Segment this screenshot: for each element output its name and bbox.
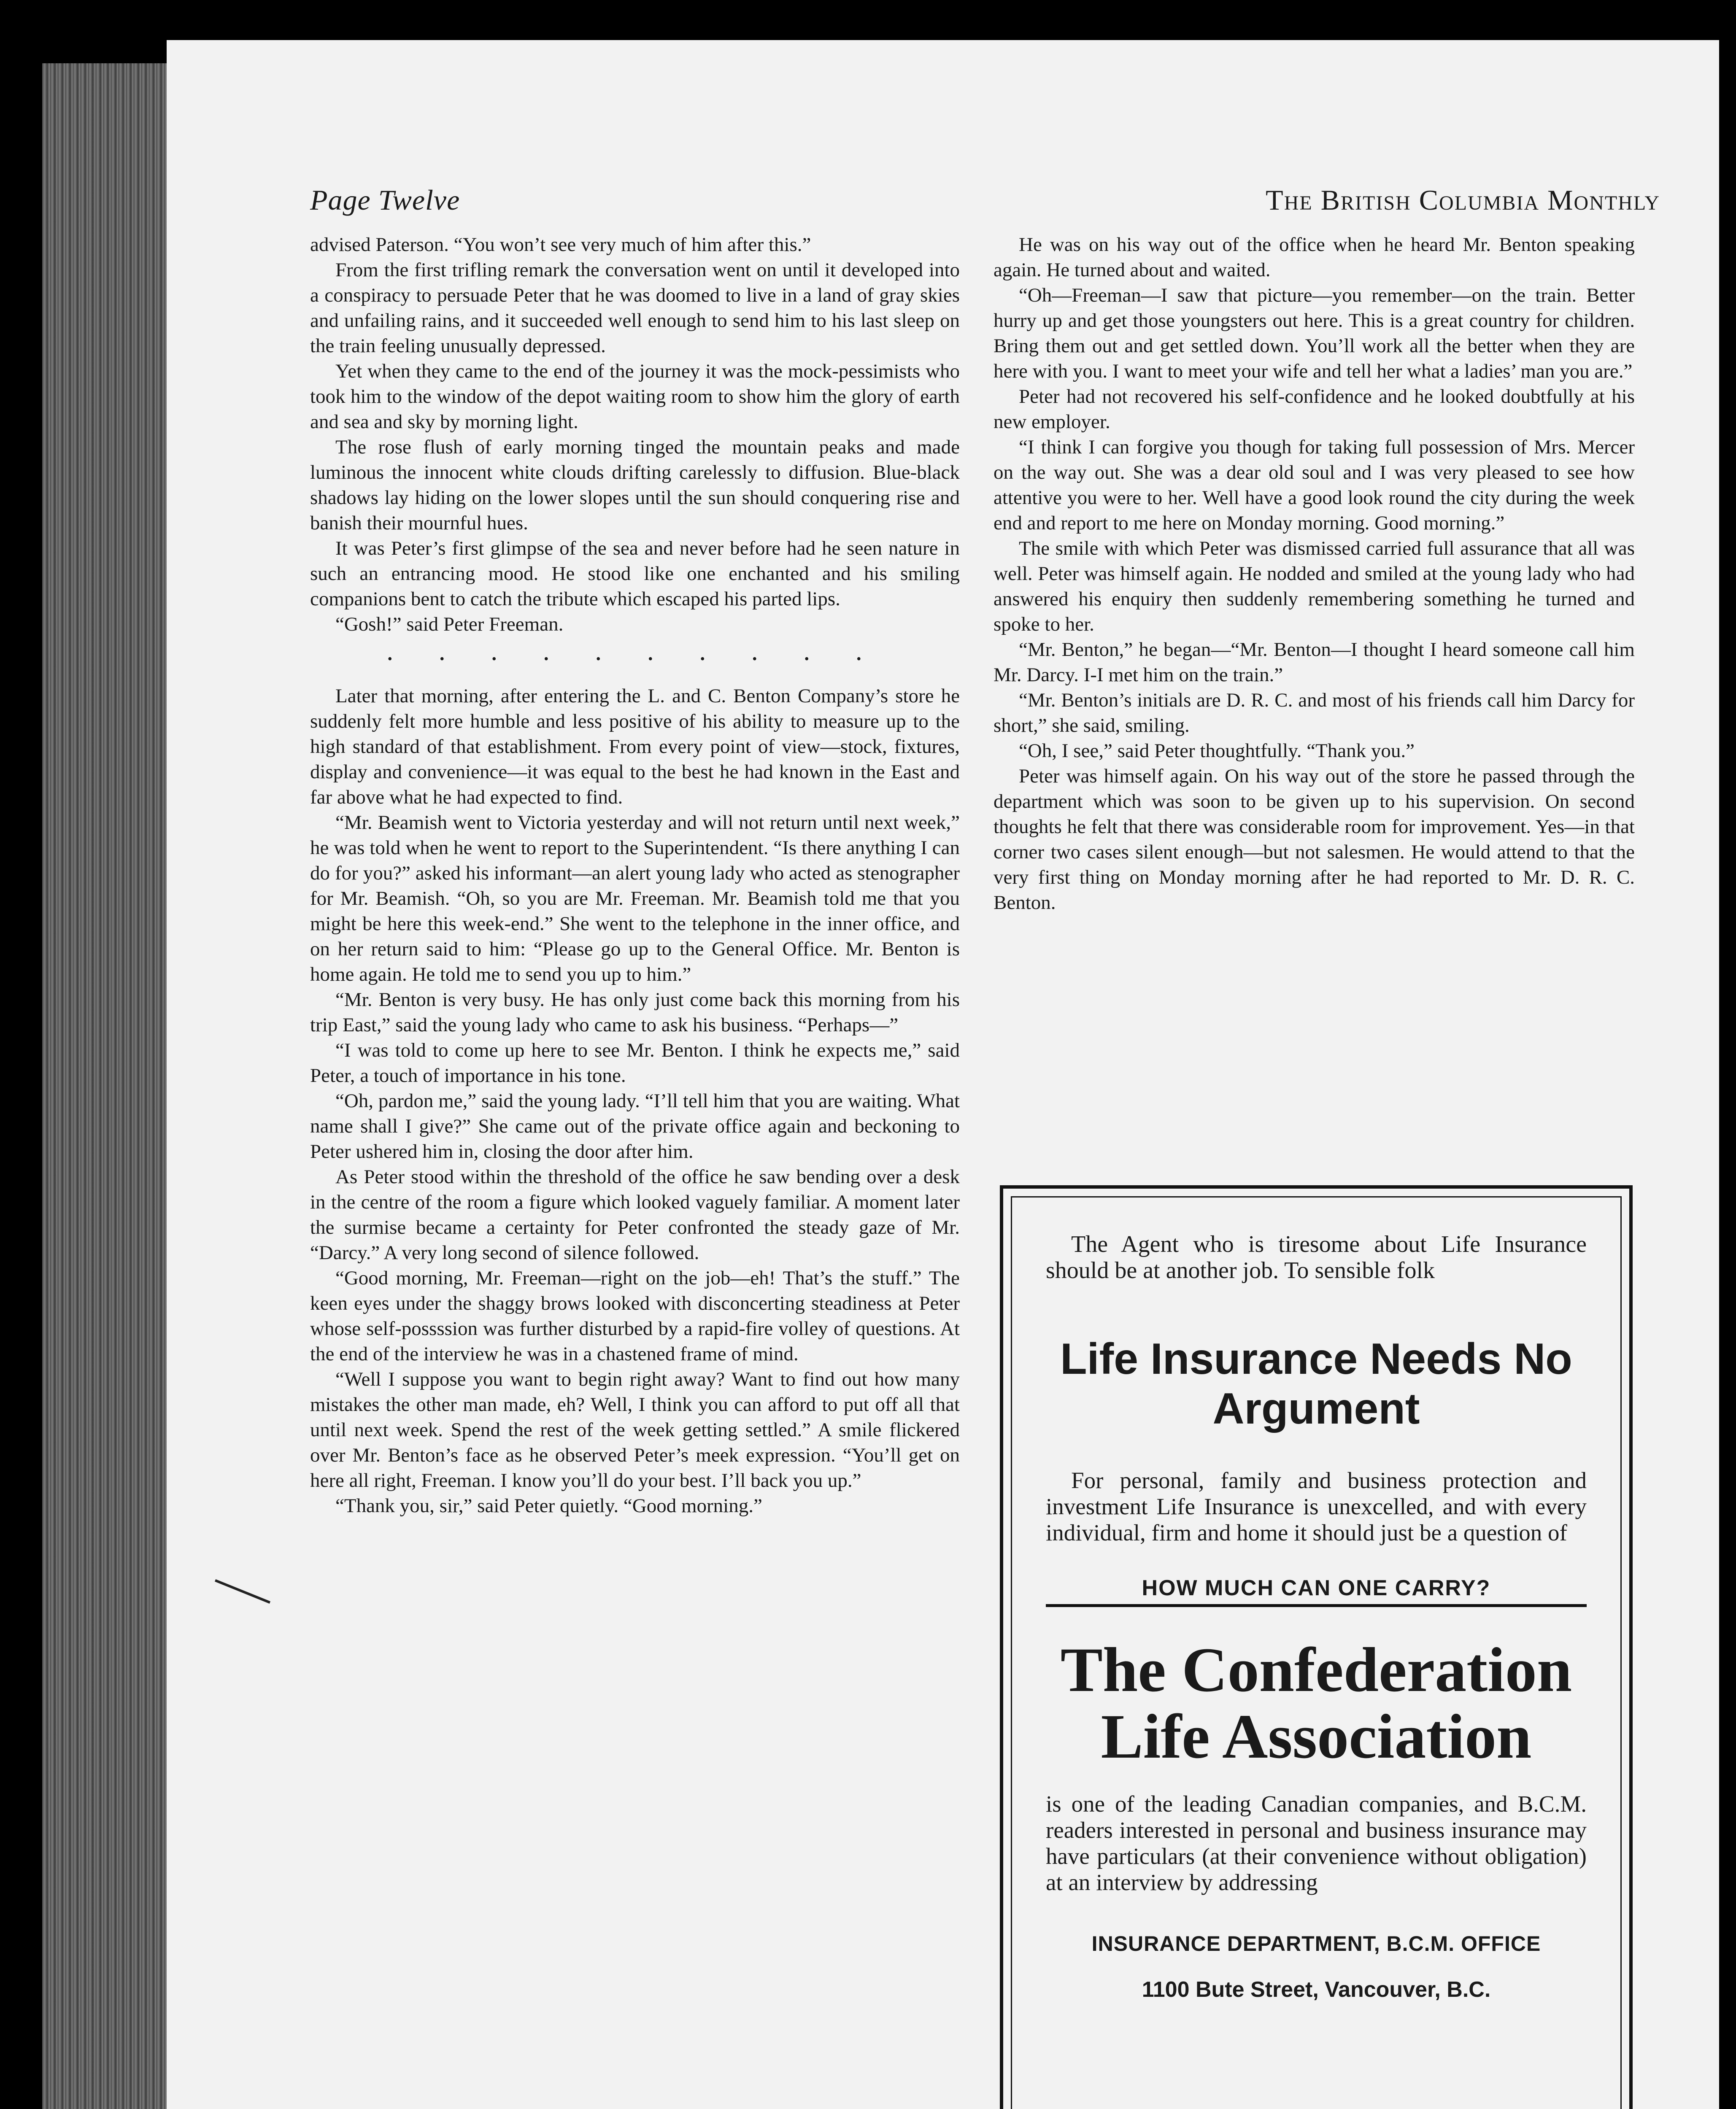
ad-headline: Life Insurance Needs No Argument bbox=[1060, 1335, 1572, 1433]
ad-inner-frame bbox=[1011, 1196, 1622, 2109]
page-number-label: Page Twelve bbox=[310, 184, 460, 216]
paragraph: advised Paterson. “You won’t see very much of him after this.” bbox=[310, 234, 811, 256]
publication-title: The British Columbia Monthly bbox=[1266, 184, 1660, 216]
paragraph: Later that morning, after entering the L. and C. Benton Company’s store he suddenly felt more humble and less positive of his ability to measure up to the high standard of that establishment. From every point of view—stock, fixtures, display and convenience—it was equal to the best he had known in the East and far above what he had expected to find. bbox=[310, 685, 960, 808]
ad-call-to-action: HOW MUCH CAN ONE CARRY? bbox=[1046, 1575, 1587, 1607]
ad-address: 1100 Bute Street, Vancouver, B.C. bbox=[1142, 1977, 1491, 2002]
paragraph: “Oh, pardon me,” said the young lady. “I’ll tell him that you are waiting. What name shall I give?” She came out of the private office again and beckoning to Peter ushered him in, closing the door after him. bbox=[310, 1090, 960, 1162]
paragraph: The rose flush of early morning tinged the mountain peaks and made luminous the innocent white clouds drifting carelessly to diffusion. Blue-black shadows lay hiding on the lower slopes until the sun should conquering rise and banish their mournful hues. bbox=[310, 436, 960, 534]
ad-body: For personal, family and business protection and investment Life Insurance is unexcelled, and with every individual, firm and home it should just be a question of bbox=[1046, 1467, 1587, 1545]
paragraph: As Peter stood within the threshold of the office he saw bending over a desk in the centre of the room a figure which looked vaguely familiar. A moment later the surmise became a certainty for Peter confronted the steady gaze of Mr. “Darcy.” A very long second of silence followed. bbox=[310, 1166, 960, 1264]
paragraph: Peter had not recovered his self-confidence and he looked doubtfully at his new employer. bbox=[994, 386, 1635, 433]
paragraph: “Mr. Benton is very busy. He has only just come back this morning from his trip East,” said the young lady who came to ask his business. “Perhaps—” bbox=[310, 989, 960, 1036]
paragraph: “I was told to come up here to see Mr. Benton. I think he expects me,” said Peter, a touch of importance in his tone. bbox=[310, 1039, 960, 1087]
insurance-advertisement bbox=[1000, 1185, 1633, 2109]
left-column bbox=[310, 232, 960, 1518]
paragraph: “Oh, I see,” said Peter thoughtfully. “Thank you.” bbox=[1019, 740, 1415, 762]
paragraph: From the first trifling remark the conversation went on until it developed into a conspiracy to persuade Peter that he was doomed to live in a land of gray skies and unfailing rains, and it succeeded well enough to send him to his last sleep on the train feeling unusually depressed. bbox=[310, 259, 960, 357]
paragraph: “Well I suppose you want to begin right away? Want to find out how many mistakes the other man made, eh? Well, I think you can afford to put off all that until next week. Spend the rest of the week getting settled.” A smile flickered over Mr. Benton’s face as he observed Peter’s meek expression. “You’ll get on here all right, Freeman. I know you’ll do your best. I’ll back you up.” bbox=[310, 1368, 960, 1491]
paragraph: Yet when they came to the end of the journey it was the mock-pessimists who took him to the window of the depot waiting room to show him the glory of earth and sea and sky by morning light. bbox=[310, 360, 960, 433]
paragraph: “Mr. Benton,” he began—“Mr. Benton—I thought I heard someone call him Mr. Darcy. I-I met him on the train.” bbox=[994, 639, 1635, 686]
book-page-edges bbox=[42, 63, 169, 2109]
paragraph: It was Peter’s first glimpse of the sea and never before had he seen nature in such an entrancing mood. He stood like one enchanted and his smiling companions bent to catch the tribute which escaped his parted lips. bbox=[310, 537, 960, 610]
paragraph: “Good morning, Mr. Freeman—right on the job—eh! That’s the stuff.” The keen eyes under the shaggy brows looked with disconcerting steadiness at Peter whose self-possssion was further disturbed by a rapid-fire volley of questions. At the end of the interview he was in a chastened frame of mind. bbox=[310, 1267, 960, 1365]
paragraph: He was on his way out of the office when he heard Mr. Benton speaking again. He turned about and waited. bbox=[994, 234, 1635, 281]
ad-department: INSURANCE DEPARTMENT, B.C.M. OFFICE bbox=[1091, 1932, 1541, 1955]
paragraph: “I think I can forgive you though for taking full possession of Mrs. Mercer on the way out. She was a dear old soul and I was very pleased to see how attentive you were to her. Well have a good look round the city during the week end and report to me here on Monday morning. Good morning.” bbox=[994, 436, 1635, 534]
magazine-page bbox=[167, 40, 1719, 2109]
paragraph: Peter was himself again. On his way out of the store he passed through the department which was soon to be given up to his supervision. On second thoughts he felt that there was considerable room for improvement. Yes—in that corner two cases silent enough—but not salesmen. He would attend to that the very first thing on Monday morning after he had reported to Mr. D. R. C. Benton. bbox=[994, 765, 1635, 914]
paragraph: “Mr. Beamish went to Victoria yesterday and will not return until next week,” he was told when he went to report to the Superintendent. “Is there anything I can do for you?” asked his informant—an alert young lady who acted as stenographer for Mr. Beamish. “Oh, so you are Mr. Freeman. Mr. Beamish told me that you might be here this week-end.” She went to the telephone in the inner office, and on her return said to him: “Please go up to the General Office. Mr. Benton is home again. He told me to send you up to him.” bbox=[310, 812, 960, 985]
paragraph: “Oh—Freeman—I saw that picture—you remember—on the train. Better hurry up and get those youngsters out here. This is a great country for children. Bring them out and get settled down. You’ll work all the better when they are here with you. I want to meet your wife and tell her what a ladies’ man you are.” bbox=[994, 284, 1635, 382]
paragraph: The smile with which Peter was dismissed carried full assurance that all was well. Peter was himself again. He nodded and smiled at the young lady who had answered his enquiry then suddenly remembering something he turned and spoke to her. bbox=[994, 537, 1635, 635]
ad-company-description: is one of the leading Canadian companies, and B.C.M. readers interested in personal and business insurance may have particulars (at their convenience without obligation) at an interview by addressing bbox=[1046, 1791, 1587, 1895]
scene-break: . . . . . . . . . . bbox=[387, 643, 883, 665]
right-column bbox=[994, 232, 1635, 915]
paragraph: “Mr. Benton’s initials are D. R. C. and most of his friends call him Darcy for short,” she said, smiling. bbox=[994, 689, 1635, 736]
paragraph: “Gosh!” said Peter Freeman. bbox=[335, 613, 564, 635]
ad-intro: The Agent who is tiresome about Life Insurance should be at another job. To sensible folk bbox=[1046, 1231, 1587, 1284]
running-header bbox=[310, 183, 1660, 230]
ad-company-name: The Confederation Life Association bbox=[1060, 1635, 1572, 1772]
paragraph: “Thank you, sir,” said Peter quietly. “Good morning.” bbox=[335, 1495, 762, 1517]
